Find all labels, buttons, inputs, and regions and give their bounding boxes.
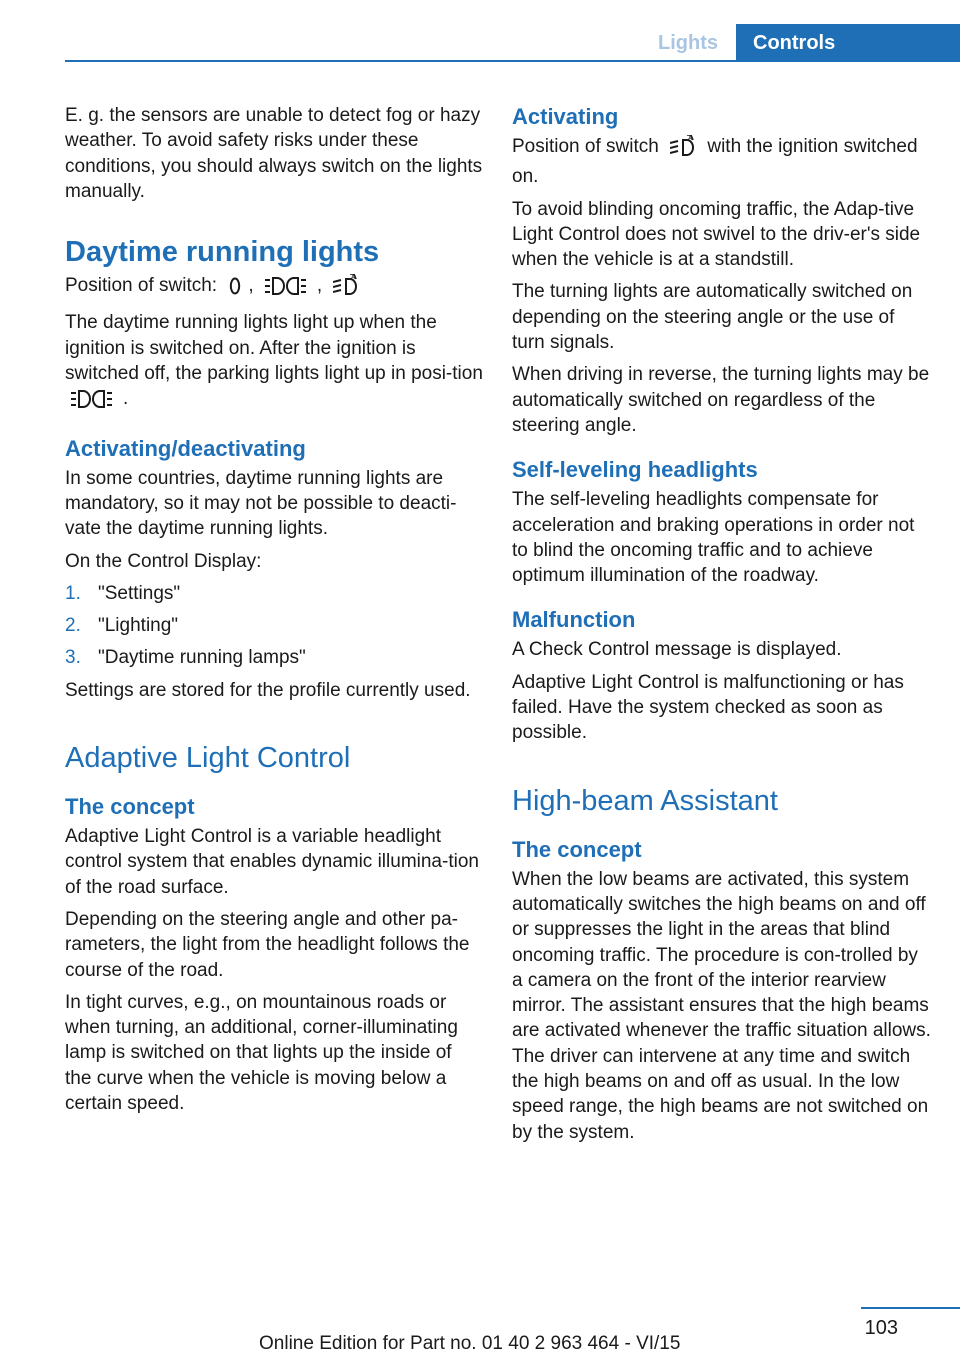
malfunction-paragraph-1: A Check Control message is displayed.	[512, 639, 842, 661]
activating-paragraph-3: The turning lights are automatically switched on depending on the steering angle or the use of turn signals.	[512, 281, 913, 354]
auto-headlight-icon	[670, 135, 696, 164]
heading-activating: Activating	[512, 104, 619, 129]
heading-malfunction: Malfunction	[512, 607, 636, 633]
activating-paragraph-2: To avoid blinding oncoming traffic, the Adap-tive Light Control does not swivel to the driv-er's side when the vehicle is at a standstill.	[512, 198, 921, 271]
settings-steps-list	[65, 581, 483, 671]
drl-description: The daytime running lights light up when the ignition is switched on. After the ignition is switched off, the parking lights light up in posi-tion .	[65, 310, 483, 416]
heading-daytime-running-lights: Daytime running lights	[65, 236, 380, 269]
heading-self-leveling-headlights: Self-leveling headlights	[512, 457, 758, 483]
list-item: 1. "Settings"	[65, 582, 181, 604]
edition-footer: Online Edition for Part no. 01 40 2 963 464 - VI/15	[259, 1333, 681, 1354]
page-number: 103	[864, 1317, 898, 1339]
intro-paragraph: E. g. the sensors are unable to detect fog or hazy weather. To avoid safety risks under these conditions, you should always switch on the lights manually.	[65, 105, 483, 202]
concept-paragraph-3: In tight curves, e.g., on mountainous roads or when turning, an additional, corner-illuminating lamp is switched on that lights up the inside of the curve when the vehicle is moving below a certain speed.	[65, 991, 458, 1115]
drl-switch-positions: Position of switch: , , A	[65, 273, 483, 303]
heading-high-beam-assistant: High-beam Assistant	[512, 784, 778, 817]
parking-lights-icon	[265, 276, 311, 303]
heading-the-concept: The concept	[65, 794, 195, 820]
list-item: 2. "Lighting"	[65, 615, 179, 637]
heading-activating-deactivating: Activating/deactivating	[65, 435, 306, 461]
activating-switch-position: Position of switch A with the ignition switched on.	[512, 135, 918, 188]
header-divider	[65, 60, 960, 62]
activating-deactivating-paragraph: In some countries, daytime running lights are mandatory, so it may not be possible to deacti-vate the daytime running lights.	[65, 467, 457, 540]
self-leveling-paragraph: The self-leveling headlights compensate for acceleration and braking operations in order not to blind the oncoming traffic and to achieve optimum illumination of the roadway.	[512, 489, 915, 587]
page-header	[0, 0, 960, 62]
right-column	[512, 103, 932, 1152]
heading-adaptive-light-control: Adaptive Light Control	[65, 742, 351, 775]
hba-concept-paragraph: When the low beams are activated, this system automatically switches the high beams on and off or suppresses the light in the areas that blind oncoming traffic. The procedure is con-trolled by a camera on the front of the interior rearview mirror. The assistant ensures that the high beams are activated whenever the traffic situation allows. The driver can intervene at any time and switch the high beams on and off as usual. In the low speed range, the high beams are not switched on by the system.	[512, 868, 931, 1143]
activating-paragraph-4: When driving in reverse, the turning lights may be automatically switched on regardless of the steering angle.	[512, 364, 930, 436]
list-item: 3. "Daytime running lamps"	[65, 647, 306, 669]
heading-hba-the-concept: The concept	[512, 836, 642, 862]
footer-divider	[861, 1307, 960, 1309]
control-display-intro: On the Control Display:	[65, 550, 262, 572]
section-tab-lights: Lights	[658, 32, 718, 54]
switch-off-icon	[228, 276, 242, 303]
svg-text:A: A	[688, 135, 693, 142]
concept-paragraph-1: Adaptive Light Control is a variable headlight control system that enables dynamic illumina-tion of the road surface.	[65, 826, 479, 898]
malfunction-paragraph-2: Adaptive Light Control is malfunctioning or has failed. Have the system checked as soon as possible.	[512, 671, 904, 744]
concept-paragraph-2: Depending on the steering angle and other pa-rameters, the light from the headlight follows the course of the road.	[65, 908, 470, 981]
settings-stored-note: Settings are stored for the profile currently used.	[65, 679, 471, 701]
auto-headlight-icon	[333, 274, 359, 303]
chapter-tab-controls: Controls	[736, 24, 960, 60]
svg-text:A: A	[351, 274, 356, 282]
parking-lights-icon	[71, 389, 117, 416]
left-column	[65, 103, 483, 1123]
